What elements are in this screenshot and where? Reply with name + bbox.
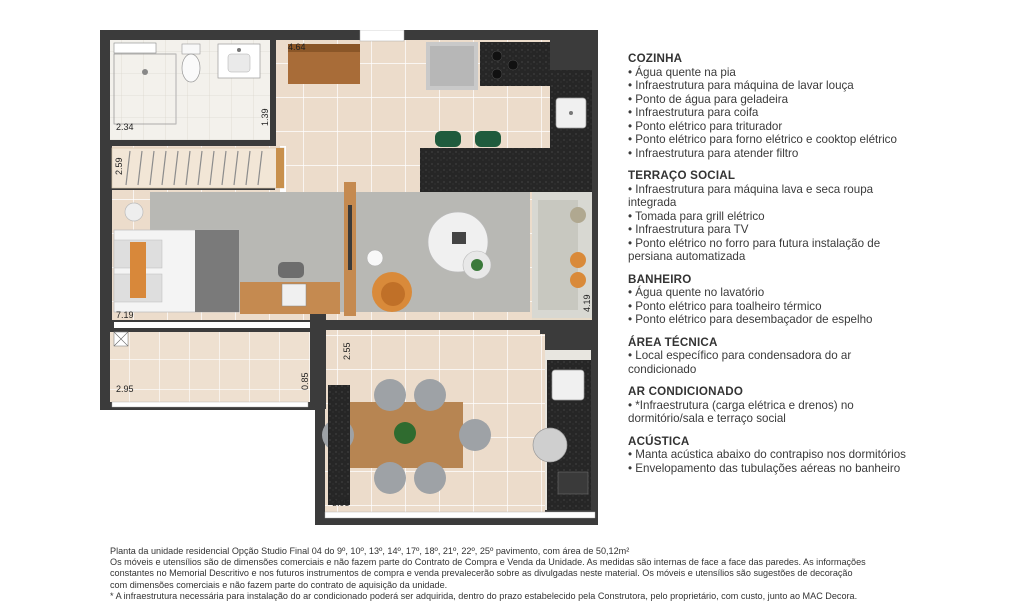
measurement-closet: 2.59	[114, 157, 124, 175]
legend-section-title: COZINHA	[628, 52, 683, 65]
legend-section-title: ÁREA TÉCNICA	[628, 335, 718, 349]
measurement-sala: 4.19	[582, 294, 592, 312]
footer-line: * A infraestrutura necessária para instalação do ar condicionado poderá ser adquirida, dentro do prazo estabelecido pela Construtora, pelo proprietário, com custo, junto ao MAC Decora.	[110, 590, 858, 601]
footer-line: Planta da unidade residencial Opção Studio Final 04 do 9º, 10º, 13º, 14º, 17º, 18º, 21º, 22º, 25º pavimento, com área de 50,12m²	[110, 546, 630, 556]
washing-machine	[533, 428, 567, 462]
legend-section-terraco-social	[628, 169, 1018, 264]
measurement-terraco-tecnico: 2.95	[116, 384, 134, 394]
legend-item: integrada	[628, 196, 677, 209]
legend-section-banheiro	[628, 273, 1018, 327]
legend-item: • Ponto elétrico para forno elétrico e cooktop elétrico	[628, 133, 897, 146]
legend-item: • *Infraestrutura (carga elétrica e drenos) no	[628, 398, 854, 412]
legend-section-ar-condicionado	[628, 385, 1018, 426]
legend-item: condicionado	[628, 362, 697, 376]
technical-area-floor	[110, 332, 310, 402]
legend-section-title: TERRAÇO SOCIAL	[628, 169, 736, 182]
desk-chair	[278, 262, 304, 278]
dining-counter	[328, 385, 350, 505]
grill	[558, 472, 588, 494]
legend-item: • Local específico para condensadora do ar	[628, 349, 852, 362]
legend-item: • Ponto elétrico para toalheiro térmico	[628, 299, 822, 313]
legend-section-area-tecnica	[628, 336, 1018, 377]
legend-item: • Ponto elétrico para desembaçador de espelho	[628, 313, 873, 326]
legend-section-title: ACÚSTICA	[628, 434, 690, 448]
dining-chair	[414, 462, 446, 494]
dining-chair	[374, 462, 406, 494]
legend-item: dormitório/sala e terraço social	[628, 412, 786, 425]
footer-line: com dimensões comerciais e não fazem parte do contrato de aquisição da unidade.	[110, 579, 448, 590]
legend-item: • Infraestrutura para máquina de lavar louça	[628, 79, 854, 92]
legend-item: • Infraestrutura para máquina lava e seca roupa	[628, 182, 874, 196]
legend-section-acustica	[628, 435, 1018, 476]
legend-section-cozinha	[628, 52, 1018, 160]
measurement-terraco-col: 0.85	[300, 372, 310, 390]
kitchen-peninsula	[420, 148, 592, 192]
legend-item: persiana automatizada	[628, 250, 746, 263]
terrace-sink	[552, 370, 584, 400]
measurement-terraco: 3.95	[332, 498, 350, 508]
legend-item: • Água quente na pia	[628, 65, 736, 79]
measurement-dormitorio: 7.19	[116, 310, 134, 320]
legend-item: • Ponto elétrico para triturador	[628, 119, 783, 133]
measurement-lavanderia: 4.64	[288, 42, 306, 52]
measurement-banheiro: 2.34	[116, 122, 134, 132]
footer-line: constantes no Memorial Descritivo e nos futuros instrumentos de compra e venda prevalecerão sobre as divulgadas neste material. Os móveis e utensílios são sugestões de decoração	[110, 568, 853, 579]
legend-item: • Envelopamento das tubulações aéreas no banheiro	[628, 461, 901, 475]
dining-chair	[414, 379, 446, 411]
legend-item: • Manta acústica abaixo do contrapiso nos dormitórios	[628, 448, 906, 461]
legend-section-title: BANHEIRO	[628, 272, 692, 286]
legend-item: • Água quente no lavatório	[628, 286, 765, 299]
legend-item: • Infraestrutura para atender filtro	[628, 146, 799, 160]
features-legend	[628, 52, 1018, 484]
legend-section-title: AR CONDICIONADO	[628, 385, 744, 398]
measurement-corredor: 1.39	[260, 108, 270, 126]
dining-chair	[459, 419, 491, 451]
legend-item: • Ponto de água para geladeira	[628, 92, 789, 106]
plant	[394, 422, 416, 444]
stool	[435, 131, 461, 147]
stool	[475, 131, 501, 147]
legend-item: • Infraestrutura para coifa	[628, 106, 759, 119]
legend-item: • Tomada para grill elétrico	[628, 209, 765, 223]
footer-line: Os móveis e utensílios são de dimensões comerciais e não fazem parte do Contrato de Compra e Venda da Unidade. As medidas são internas de face a face das paredes. As informações	[110, 557, 866, 568]
floor-plan	[100, 30, 600, 525]
floor-plan-drawing	[100, 30, 600, 525]
nightstand-lamp	[125, 203, 143, 221]
dining-chair	[374, 379, 406, 411]
disclaimer-footer	[110, 546, 1015, 602]
legend-item: • Infraestrutura para TV	[628, 223, 749, 236]
legend-item: • Ponto elétrico no forro para futura instalação de	[628, 236, 881, 250]
measurement-jantar-col: 2.55	[342, 342, 352, 360]
